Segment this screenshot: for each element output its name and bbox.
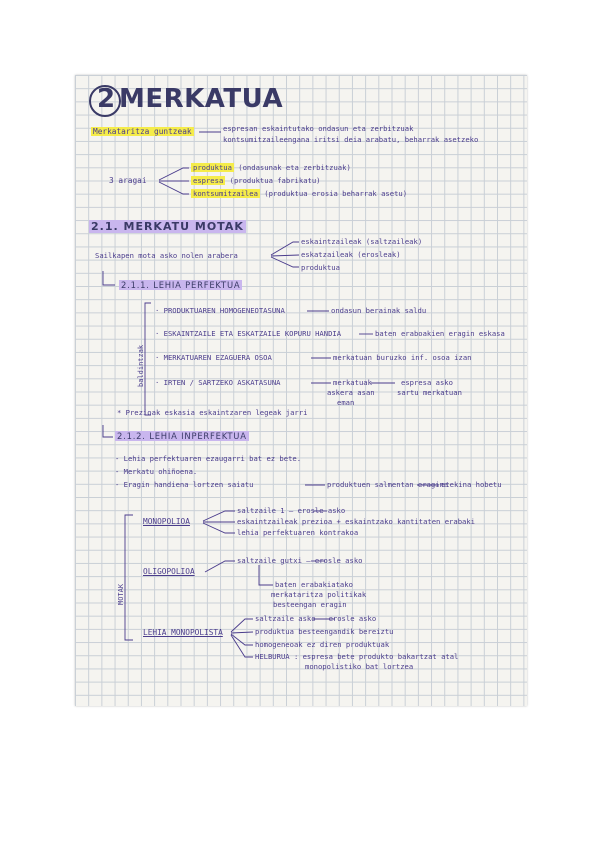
- condition-result: sartu merkatuan: [397, 388, 462, 397]
- classify-item: produktua: [301, 263, 340, 272]
- condition-result: merkatuak: [333, 378, 372, 387]
- condition-result: merkatuan buruzko inf. osoa izan: [333, 353, 472, 362]
- type-item: eskaintzaileak prezioa + eskaintzako kantitaten erabaki: [237, 517, 475, 526]
- intro-def-line2: kontsumitzaileengana iritsi deia arabatu, beharrak asetzeko: [223, 135, 479, 144]
- agent-name: produktua: [193, 163, 232, 172]
- condition-result: baten eraboakien eragin eskasa: [375, 329, 505, 338]
- type-item: saltzaile gutxi — erosle asko: [237, 556, 363, 565]
- condition-result: eman: [337, 398, 355, 407]
- section-2-1-heading: 2.1. MERKATU MOTAK: [91, 220, 244, 233]
- type-item: HELBURUA : espresa bete produkto bakartzat atal: [255, 652, 459, 661]
- classify-item: eskatzaileak (erosleak): [301, 250, 401, 259]
- intro-label: Merkataritza guntzeak: [93, 127, 192, 136]
- bullet-tail: etekina hobetu: [441, 480, 502, 489]
- page-title: MERKATUA: [119, 84, 284, 114]
- agent-name: espresa: [193, 176, 224, 185]
- agent-desc: (ondasunak eta zerbitzuak): [238, 163, 351, 172]
- agent-desc: (produktua erosia beharrak asetu): [264, 189, 408, 198]
- condition-result: askera asan: [327, 388, 375, 397]
- section-2-1-2-heading: 2.1.2. LEHIA INPERFEKTUA: [117, 431, 247, 441]
- type-item: homogeneoak ez diren produktuak: [255, 640, 390, 649]
- intro-def-line1: espresan eskaintutako ondasun eta zerbitzuak: [223, 124, 414, 133]
- type-item: besteengan eragin: [273, 600, 347, 609]
- type-item: saltzaile asko — erosle asko: [255, 614, 377, 623]
- section-2-1-1-heading: 2.1.1. LEHIA PERFEKTUA: [121, 280, 241, 290]
- conditions-side-label: baldintzak: [137, 344, 145, 387]
- condition: PRODUKTUAREN HOMOGENEOTASUNA: [163, 306, 285, 315]
- section-number: 2: [97, 84, 116, 114]
- type-name: LEHIA MONOPOLISTA: [143, 628, 223, 637]
- condition: MERKATUAREN EZAGUERA OSOA: [163, 353, 272, 362]
- types-side-label: MOTAK: [117, 583, 125, 605]
- type-item: baten erabakiatako: [275, 580, 353, 589]
- classify-label: Sailkapen mota asko nolen arabera: [95, 251, 238, 260]
- agent-desc: (produktua fabrikatu): [229, 176, 321, 185]
- type-item: monopolistiko bat lortzea: [305, 662, 414, 671]
- bullet: - Eragin handiena lortzen saiatu: [115, 480, 254, 489]
- price-note: * Prezioak eskasia eskaintzaren legeak jarri: [117, 408, 308, 417]
- type-item: produktua besteengandik bereiztu: [255, 627, 394, 636]
- agents-label: 3 aragai: [109, 176, 147, 185]
- type-name: OLIGOPOLIOA: [143, 567, 195, 576]
- bullet: - Merkatu ohiñoena.: [115, 467, 198, 476]
- notebook-page: 2 MERKATUA Merkataritza guntzeak espresan eskaintutako ondasun eta zerbitzuak kontsumitzaileengana iritsi deia arabatu, beharrak asetzeko 3 aragai produktua (ondasunak eta zerbitzuak) espresa (produktua fabrikatu) kontsumitzailea (produktua erosia beharrak asetu) 2.1. MERKATU MOTAK Sailkapen mota asko nolen arabera eskaintzaileak (saltzaileak) eskatzaileak (erosleak) produktua 2.1.1. LEHIA PERFEKTUA baldintzak · PRODUKTUAREN HOMOGENEOTASUNA ondasun berainak saldu · ESKAINTZAILE ETA ESKATZAILE KOPURU HANDIA baten eraboakien eragin eskasa · MERKATUAREN EZAGUERA OSOA merkatuan buruzko inf. osoa izan · IRTEN / SARTZEKO ASKATASUNA merkatuak askera asan eman espresa asko sartu merkatuan * Prezioak eskasia eskaintzaren legeak jarri 2.1.2. LEHIA INPERFEKTUA - Lehia perfektuaren ezaugarri bat ez bete. - Merkatu ohiñoena. - Eragin handiena lortzen saiatu produktuen salmentan eragina etekina hobetu MOTAK MONOPOLIOA saltzaile 1 — erosle asko eskaintzaileak prezioa + eskaintzako kantitaten erabaki lehia perfektuaren kontrakoa OLIGOPOLIOA saltzaile gutxi — erosle asko baten erabakiatako merkataritza politikak besteengan eragin LEHIA MONOPOLISTA saltzaile asko — erosle asko produktua besteengandik bereiztu homogeneoak ez diren produktuak HELBURUA : espresa bete produkto bakartzat atal monopolistiko bat lortzea: [75, 75, 527, 706]
- type-item: lehia perfektuaren kontrakoa: [237, 528, 359, 537]
- condition-result: espresa asko: [401, 378, 453, 387]
- classify-item: eskaintzaileak (saltzaileak): [301, 237, 423, 246]
- condition: IRTEN / SARTZEKO ASKATASUNA: [163, 378, 281, 387]
- bullet: - Lehia perfektuaren ezaugarri bat ez bete.: [115, 454, 302, 463]
- agent-name: kontsumitzailea: [193, 189, 258, 198]
- condition: ESKAINTZAILE ETA ESKATZAILE KOPURU HANDIA: [163, 329, 342, 338]
- condition-result: ondasun berainak saldu: [331, 306, 427, 315]
- type-name: MONOPOLIOA: [143, 517, 190, 526]
- bullet-tail: produktuen salmentan eragina: [327, 480, 449, 489]
- type-item: saltzaile 1 — erosle asko: [237, 506, 346, 515]
- type-item: merkataritza politikak: [271, 590, 367, 599]
